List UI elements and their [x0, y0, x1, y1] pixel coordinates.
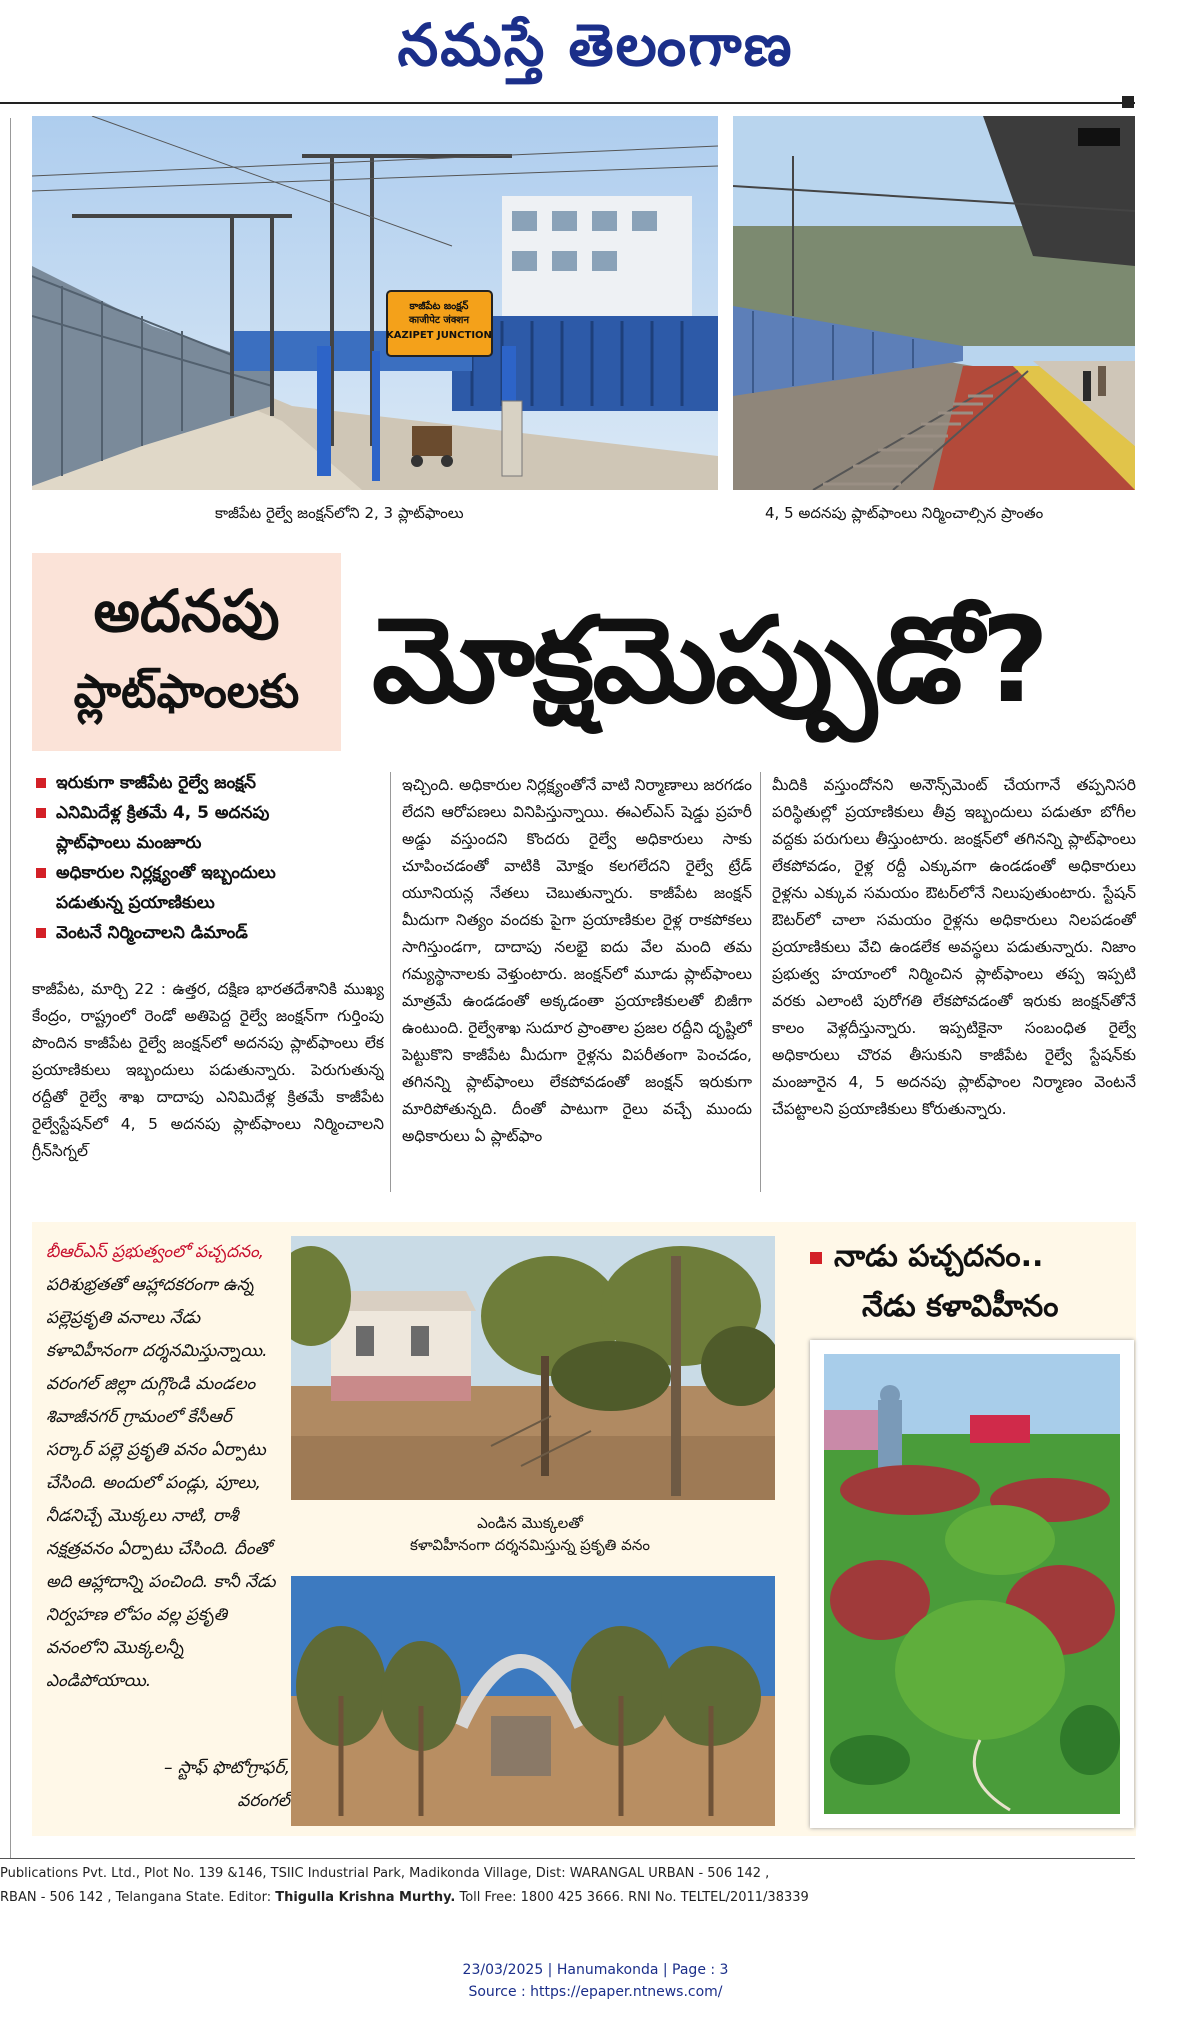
sign-english: KAZIPET JUNCTION	[386, 330, 492, 341]
photo-credit-line-1: – స్టాఫ్ ఫొటోగ్రాఫర్,	[163, 1758, 290, 1778]
headline: మోక్షమెప్పుడో?	[372, 591, 1048, 729]
masthead	[0, 0, 1191, 105]
footer-rule	[0, 1858, 1135, 1859]
masthead-title: నమస్తే తెలంగాణ	[397, 11, 794, 79]
article-column-3: మీదికి వస్తుందోనని అనౌన్స్‌మెంట్ చేయగానే తప్పనిసరి పరిస్థితుల్లో ప్రయాణికులు తీవ్ర ఇబ్బందులు పడుతూ బోగీల వద్దకు పరుగులు తీస్తుంటారు. జంక్షన్‌లో తగినన్ని ప్లాట్‌ఫాంలు లేకపోవడం, రైళ్ల రద్దీ ఎక్కువగా ఉండడంతో అధికారులు రైళ్లను ఎక్కువ సమయం ఔటర్‌లోనే నిలుపుతుంటారు. స్టేషన్ ఔటర్‌లో చాలా సమయం రైళ్లను అధికారులు నిలపడంతో ప్రయాణికులు వేచి ఉండలేక అవస్థలు పడుతున్నారు. నిజాం ప్రభుత్వ హయాంలో నిర్మించిన ప్లాట్‌ఫాంలు తప్ప ఇప్పటి వరకు ఎలాంటి పురోగతి లేకపోవడంతో ఇరుకు జంక్షన్‌తోనే కాలం వెళ్లదీస్తున్నారు. ఇప్పటికైనా సంబంధిత రైల్వే అధికారులు చొరవ తీసుకుని కాజీపేట రైల్వే స్టేషన్‌కు మంజూరైన 4, 5 అదనపు ప్లాట్‌ఫాంల నిర్మాణం వెంటనే చేపట్టాలని ప్రయాణికులు కోరుతున్నారు.	[772, 776, 1136, 1118]
photo-story-heading-2: నేడు కళావిహీనం	[862, 1289, 1059, 1324]
caption-dry-forest-line-2: కళావిహీనంగా దర్శనమిస్తున్న ప్రకృతి వనం	[410, 1536, 650, 1554]
photo-credit-line-2: వరంగల్	[237, 1791, 290, 1811]
bullet-item: ఇరుకుగా కాజీపేట రైల్వే జంక్షన్	[36, 768, 336, 798]
sign-hindi: काजीपेट जंक्शन	[408, 315, 470, 326]
footer-address: RBAN - 506 142 , Telangana State. Editor:	[0, 1890, 276, 1905]
kicker-line-2: ప్లాట్‌ఫాంలకు	[73, 664, 300, 718]
footer-tollfree: Toll Free: 1800 425 3666. RNI No. TELTEL/2011/38339	[455, 1890, 809, 1905]
photo-credit	[90, 1752, 290, 1818]
masthead-rule	[0, 102, 1135, 104]
caption-photo-left: కాజీపేట రైల్వే జంక్షన్‌లోని 2, 3 ప్లాట్‌ఫాంలు	[215, 504, 464, 522]
caption-dry-forest	[380, 1514, 680, 1558]
article-column-1: కాజీపేట, మార్చి 22 : ఉత్తర, దక్షిణ భారతదేశానికి ముఖ్య కేంద్రం, రాష్ట్రంలో రెండో అతిపెద్ద రైల్వే జంక్షన్‌గా గుర్తింపు పొందిన కాజీపేట రైల్వే జంక్షన్‌లో అదనపు ప్లాట్‌ఫాంలు లేక ప్రయాణికులు ఇబ్బందులు పడుతున్నారు. పెరుగుతున్న రద్దీతో రైల్వే శాఖ దాదాపు ఎనిమిదేళ్ల క్రితమే కాజీపేట రైల్వేస్టేషన్‌లో 4, 5 అదనపు ప్లాట్‌ఫాంలు నిర్మించాలని గ్రీన్‌సిగ్నల్	[32, 980, 384, 1160]
kicker-box	[32, 553, 341, 751]
photo-dry-forest-building	[291, 1236, 775, 1500]
bullet-item: వెంటనే నిర్మించాలని డిమాండ్	[36, 918, 336, 948]
photo-story-body: పరిశుభ్రతతో ఆహ్లాదకరంగా ఉన్న పల్లెప్రకృతి వనాలు నేడు కళావిహీనంగా దర్శనమిస్తున్నాయి. వరంగల్ జిల్లా దుగ్గొండి మండలం శివాజీనగర్ గ్రామంలో కేసీఆర్ సర్కార్ పల్లె ప్రకృతి వనం ఏర్పాటు చేసింది. అందులో పండ్లు, పూలు, నీడనిచ్చే మొక్కలు నాటి, రాశీ నక్షత్రవనం ఏర్పాటు చేసింది. దీంతో అది ఆహ్లాదాన్ని పంచింది. కానీ నేడు నిర్వహణ లోపం వల్ల ప్రకృతి వనంలోని మొక్కలన్నీ ఎండిపోయాయి.	[46, 1275, 276, 1691]
photo-story-heading	[810, 1232, 1130, 1332]
caption-photo-right: 4, 5 అదనపు ప్లాట్‌ఫాంలు నిర్మించాల్సిన ప్రాంతం	[765, 504, 1044, 522]
footer-editor: Thigulla Krishna Murthy.	[275, 1890, 456, 1905]
source-link[interactable]: Source : https://epaper.ntnews.com/	[468, 1984, 723, 2000]
photo-story-lead: బీఆర్‌ఎస్ ప్రభుత్వంలో పచ్చదనం,	[46, 1242, 265, 1262]
photo-story-text	[46, 1236, 276, 1796]
footer-line-2	[0, 1890, 809, 1905]
photo-tracks-4-5	[733, 116, 1135, 490]
masthead-rule-end	[1122, 96, 1134, 108]
photo-platform-2-3	[32, 116, 718, 490]
date-page-line: 23/03/2025 | Hanumakonda | Page : 3	[462, 1962, 729, 1978]
photo-dry-forest-arch	[291, 1576, 775, 1826]
kicker-line-1: అదనపు	[93, 577, 280, 645]
caption-dry-forest-line-1: ఎండిన మొక్కలతో	[477, 1514, 583, 1532]
footer-line-1: Publications Pvt. Ltd., Plot No. 139 &146, TSIIC Industrial Park, Madikonda Village, Dist: WARANGAL URBAN - 506 142 ,	[0, 1866, 770, 1881]
article-column-2: ఇచ్చింది. అధికారుల నిర్లక్ష్యంతోనే వాటి నిర్మాణాలు జరగడం లేదని ఆరోపణలు వినిపిస్తున్నాయి. ఈఎల్‌ఎస్ షెడ్డు ప్రహరీ అడ్డు వస్తుందని కొందరు రైల్వే అధికారులు సాకు చూపించడంతో వాటికి మోక్షం కలగలేదని రైల్వే ట్రేడ్ యూనియన్ల నేతలు చెబుతున్నారు. కాజీపేట జంక్షన్ మీదుగా నిత్యం వందకు పైగా ప్రయాణికుల రైళ్ల రాకపోకలు సాగిస్తుండగా, దాదాపు నలభై ఐదు వేల మంది తమ గమ్యస్థానాలకు వెళ్తుంటారు. జంక్షన్‌లో మూడు ప్లాట్‌ఫాంలు మాత్రమే ఉండడంతో అక్కడంతా ప్రయాణికులతో బిజీగా ఉంటుంది. రైల్వేశాఖ సుదూర ప్రాంతాల ప్రజల రద్దీని దృష్టిలో పెట్టుకొని కాజీపేట మీదుగా రైళ్లను విపరీతంగా పెంచడం, తగినన్ని ప్లాట్‌ఫాంలు లేకపోవడంతో జంక్షన్ ఇరుకుగా మారిపోతున్నది. దీంతో పాటుగా రైలు వచ్చే ముందు అధికారులు ఏ ప్లాట్‌ఫాం	[402, 776, 752, 1145]
bullet-item: అధికారుల నిర్లక్ష్యంతో ఇబ్బందులు పడుతున్న ప్రయాణికులు	[36, 858, 336, 918]
photo-green-garden	[810, 1340, 1134, 1828]
column-divider	[390, 772, 391, 1192]
photo-story-heading-1: నాడు పచ్చదనం..	[834, 1239, 1044, 1274]
red-bullet-icon	[810, 1252, 822, 1264]
left-margin-line	[10, 118, 11, 1858]
column-divider	[760, 772, 761, 1192]
sign-telugu: కాజీపేట జంక్షన్	[409, 301, 469, 312]
bullet-list	[36, 768, 336, 948]
bullet-item: ఎనిమిదేళ్ల క్రితమే 4, 5 అదనపు ప్లాట్‌ఫాంలు మంజూరు	[36, 798, 336, 858]
